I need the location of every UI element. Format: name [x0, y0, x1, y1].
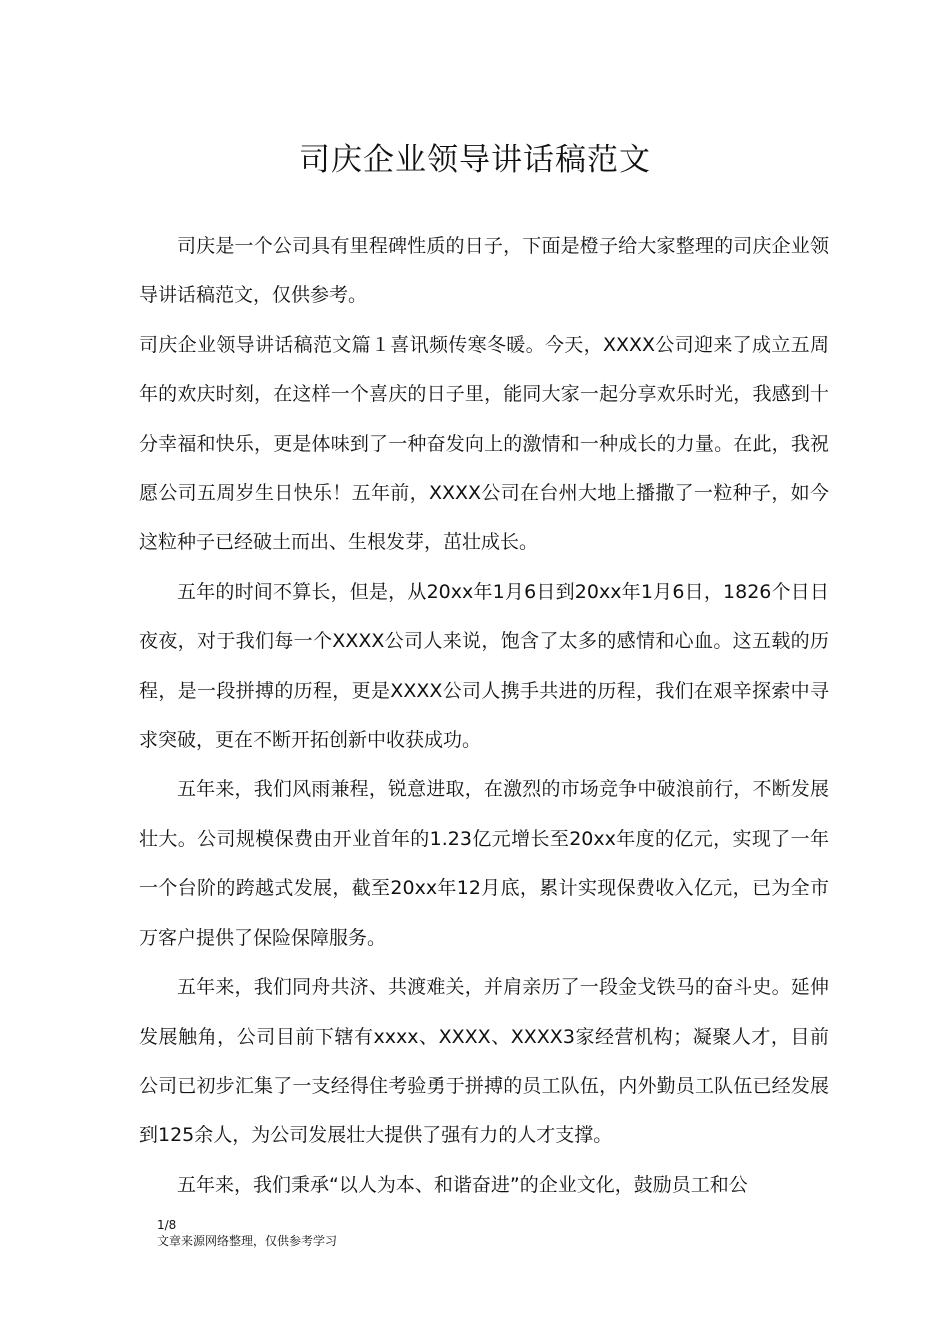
paragraph-2: 五年的时间不算长，但是，从20xx年1月6日到20xx年1月6日，1826个日日夜夜，对于我们每一个XXXX公司人来说，饱含了太多的感情和心血。这五载的历程，是一段拼搏的历程，更是XXXX公司人携手共进的历程，我们在艰辛探索中寻求突破，更在不断开拓创新中收获成功。 [139, 580, 829, 752]
source-note: 文章来源网络整理，仅供参考学习 [157, 1234, 338, 1248]
page-number: 1/8 [157, 1218, 177, 1232]
paragraph-4: 五年来，我们同舟共济、共渡难关，并肩亲历了一段金戈铁马的奋斗史。延伸发展触角，公司目前下辖有xxxx、XXXX、XXXX3家经营机构；凝聚人才，目前公司已初步汇集了一支经得住考验勇于拼搏的员工队伍，内外勤员工队伍已经发展到125余人，为公司发展壮大提供了强有力的人才支撑。 [139, 976, 829, 1147]
paragraph-intro: 司庆是一个公司具有里程碑性质的日子，下面是橙子给大家整理的司庆企业领导讲话稿范文，仅供参考。 [139, 235, 829, 307]
page-footer [157, 1217, 337, 1249]
paragraph-3: 五年来，我们风雨兼程，锐意进取，在激烈的市场竞争中破浪前行，不断发展壮大。公司规模保费由开业首年的1.23亿元增长至20xx年度的亿元，实现了一年一个台阶的跨越式发展，截至20xx年12月底，累计实现保费收入亿元，已为全市万客户提供了保险保障服务。 [139, 778, 829, 949]
document-body [139, 222, 829, 1210]
document-title: 司庆企业领导讲话稿范文 [299, 142, 651, 178]
paragraph-1: 司庆企业领导讲话稿范文篇１喜讯频传寒冬暖。今天，XXXX公司迎来了成立五周年的欢庆时刻，在这样一个喜庆的日子里，能同大家一起分享欢乐时光，我感到十分幸福和快乐，更是体味到了一种奋发向上的激情和一种成长的力量。在此，我祝愿公司五周岁生日快乐！五年前，XXXX公司在台州大地上播撒了一粒种子，如今这粒种子已经破土而出、生根发芽，茁壮成长。 [139, 333, 829, 554]
paragraph-5: 五年来，我们秉承“以人为本、和谐奋进”的企业文化，鼓励员工和公 [177, 1173, 748, 1196]
